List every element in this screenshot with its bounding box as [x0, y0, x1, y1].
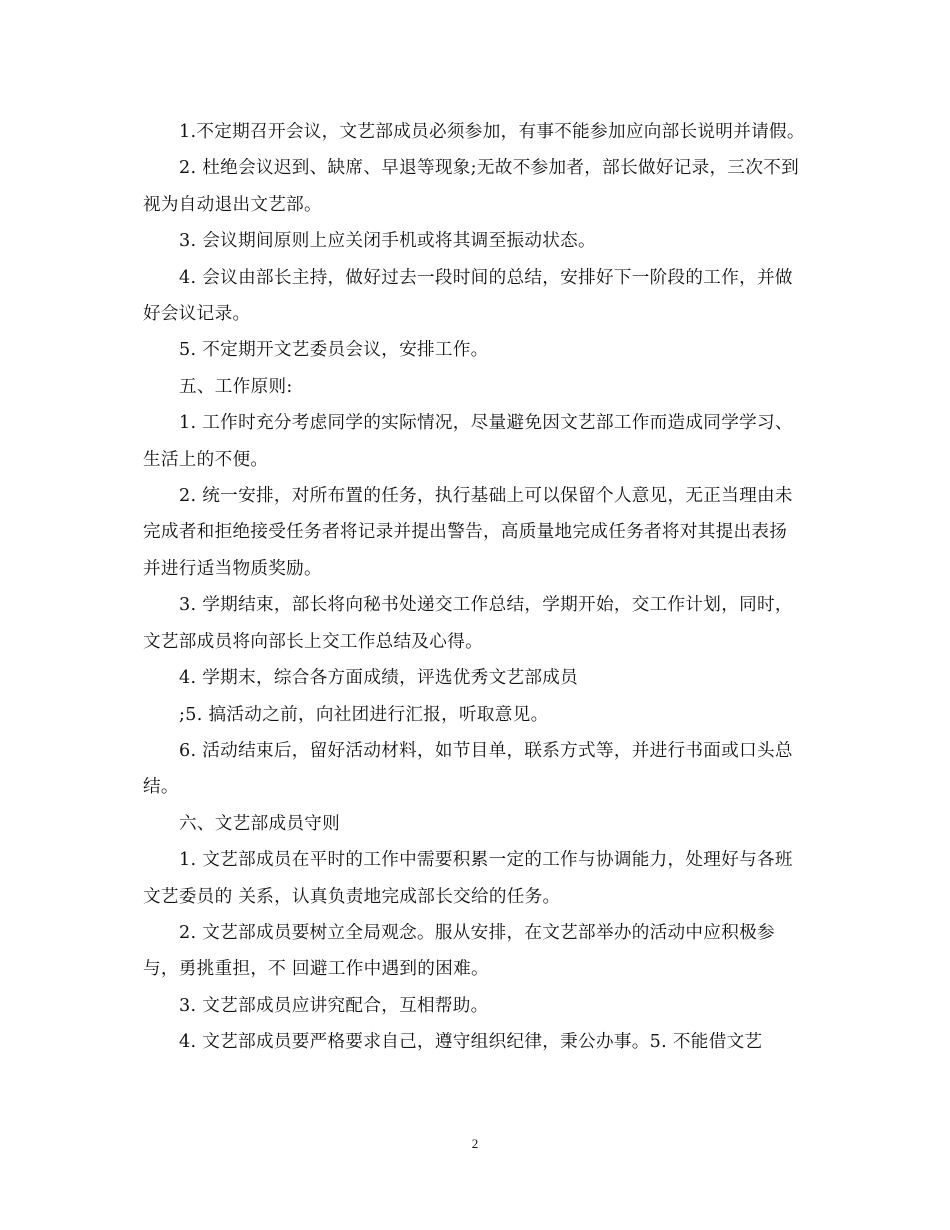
- paragraph: 2. 统一安排，对所布置的任务，执行基础上可以保留个人意见，无正当理由未完成者和拒绝接受任务者将记录并提出警告，高质量地完成任务者将对其提出表扬并进行适当物质奖励。: [143, 486, 793, 579]
- paragraph: 1. 工作时充分考虑同学的实际情况，尽量避免因文艺部工作而造成同学学习、生活上的不便。: [143, 413, 793, 470]
- paragraph: ;5. 搞活动之前，向社团进行汇报，听取意见。: [179, 704, 549, 725]
- paragraph: 3. 会议期间原则上应关闭手机或将其调至振动状态。: [179, 231, 596, 252]
- paragraph: 2. 杜绝会议迟到、缺席、早退等现象;无故不参加者，部长做好记录，三次不到视为自动退出文艺部。: [143, 158, 800, 215]
- paragraph: 1.不定期召开会议，文艺部成员必须参加，有事不能参加应向部长说明并请假。: [179, 122, 805, 142]
- paragraph: 3. 文艺部成员应讲究配合，互相帮助。: [179, 995, 489, 1016]
- page-number: 2: [471, 1136, 479, 1151]
- paragraph: 4. 文艺部成员要严格要求自己，遵守组织纪律，秉公办事。5. 不能借文艺: [179, 1032, 763, 1053]
- paragraph: 6. 活动结束后，留好活动材料，如节目单，联系方式等，并进行书面或口头总结。: [143, 740, 793, 798]
- document-body: [143, 114, 805, 1061]
- paragraph: 3. 学期结束，部长将向秘书处递交工作总结，学期开始，交工作计划，同时，文艺部成员将向部长上交工作总结及心得。: [143, 595, 793, 652]
- section-heading: 六、文艺部成员守则: [179, 813, 341, 834]
- section-heading: 五、工作原则:: [179, 376, 293, 397]
- paragraph: 5. 不定期开文艺委员会议，安排工作。: [179, 340, 489, 361]
- paragraph: 1. 文艺部成员在平时的工作中需要积累一定的工作与协调能力，处理好与各班文艺委员的 关系，认真负责地完成部长交给的任务。: [143, 850, 793, 907]
- paragraph: 2. 文艺部成员要树立全局观念。服从安排，在文艺部举办的活动中应积极参与，勇挑重担，不 回避工作中遇到的困难。: [143, 922, 775, 980]
- paragraph: 4. 会议由部长主持，做好过去一段时间的总结，安排好下一阶段的工作，并做好会议记录。: [143, 267, 793, 325]
- paragraph: 4. 学期末，综合各方面成绩，评选优秀文艺部成员: [179, 668, 579, 689]
